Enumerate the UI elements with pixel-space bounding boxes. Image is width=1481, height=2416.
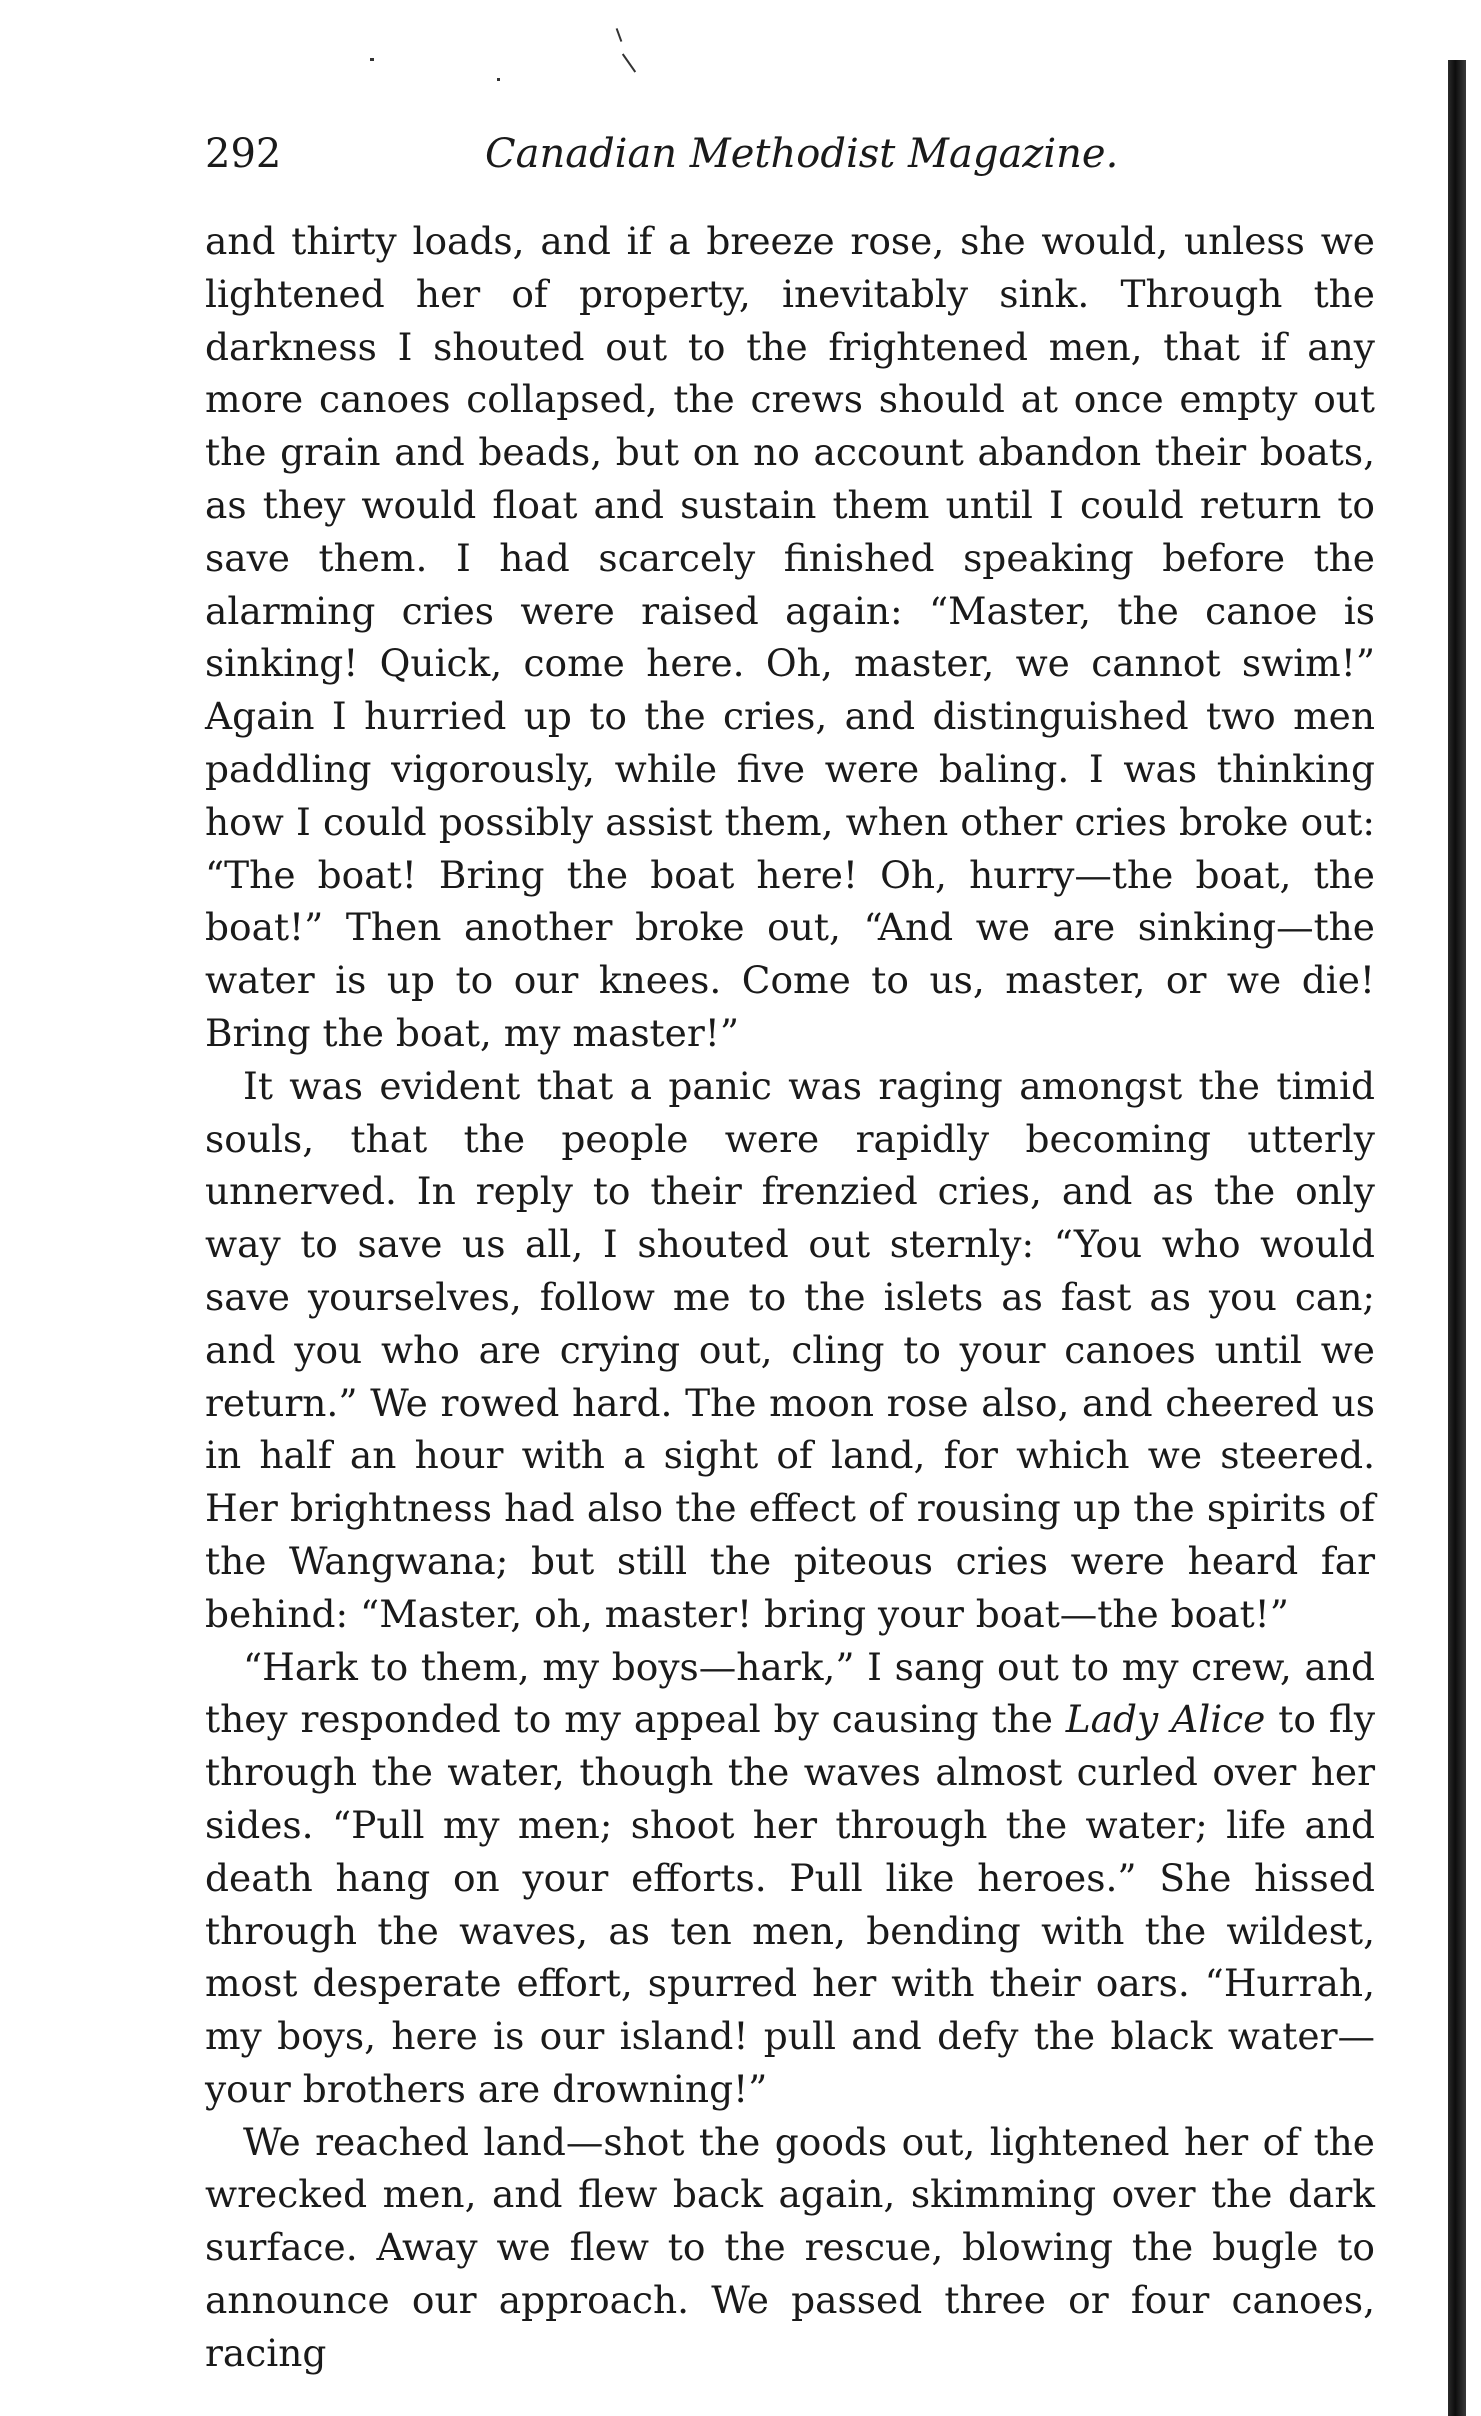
paragraph-hark-text-after: to fly through the water, though the waves almost curled over her sides. “Pull my men; shoot her through the water; life and death hang on your efforts. Pull like heroes.” She hissed through the waves, as ten men, bending with the wildest, most desperate effort, spurred her with their oars. “Hurrah, my boys, here is our island! pull and defy the black water—your brothers are drowning!” bbox=[205, 1697, 1376, 2111]
body-text bbox=[205, 215, 1375, 2380]
paragraph-continued: and thirty loads, and if a breeze rose, she would, unless we lightened her of property, inevitably sink. Through the darkness I shouted out to the frightened men, that if any more canoes collapsed, the crews should at once empty out the grain and beads, but on no account abandon their boats, as they would float and sustain them until I could return to save them. I had scarcely finished speaking before the alarming cries were raised again: “Master, the canoe is sinking! Quick, come here. Oh, master, we cannot swim!” Again I hurried up to the cries, and distinguished two men paddling vigorously, while five were baling. I was thinking how I could possibly assist them, when other cries broke out: “The boat! Bring the boat here! Oh, hurry—the boat, the boat!” Then another broke out, “And we are sinking—the water is up to our knees. Come to us, master, or we die! Bring the boat, my master!” bbox=[205, 219, 1375, 1055]
scan-speck bbox=[622, 53, 636, 72]
scan-speck bbox=[370, 58, 374, 61]
running-title: Canadian Methodist Magazine. bbox=[485, 131, 1119, 177]
paragraph-hark bbox=[205, 1641, 1375, 2116]
scan-speck bbox=[497, 78, 500, 81]
paragraph-hark-text-before: “Hark to them, my boys—hark,” I sang out to my crew, and they responded to my appeal by causing the bbox=[205, 1644, 1375, 1742]
paragraph-reached-land: We reached land—shot the goods out, lightened her of the wrecked men, and flew back again, skimming over the dark surface. Away we flew to the rescue, blowing the bugle to announce our approach. We passed three or four canoes, racing bbox=[205, 2119, 1375, 2375]
book-page bbox=[205, 125, 1375, 2380]
scan-speck bbox=[616, 28, 623, 42]
page-number: 292 bbox=[205, 131, 282, 177]
scan-page-edge bbox=[1448, 60, 1466, 2416]
paragraph-panic: It was evident that a panic was raging amongst the timid souls, that the people were rapidly becoming utterly unnerved. In reply to their frenzied cries, and as the only way to save us all, I shouted out sternly: “You who would save yourselves, follow me to the islets as fast as you can; and you who are crying out, cling to your canoes until we return.” We rowed hard. The moon rose also, and cheered us in half an hour with a sight of land, for which we steered. Her brightness had also the effect of rousing up the spirits of the Wangwana; but still the piteous cries were heard far behind: “Master, oh, master! bring your boat—the boat!” bbox=[205, 1063, 1375, 1636]
boat-name-italic: Lady Alice bbox=[1065, 1697, 1266, 1742]
page-header bbox=[205, 125, 1375, 195]
